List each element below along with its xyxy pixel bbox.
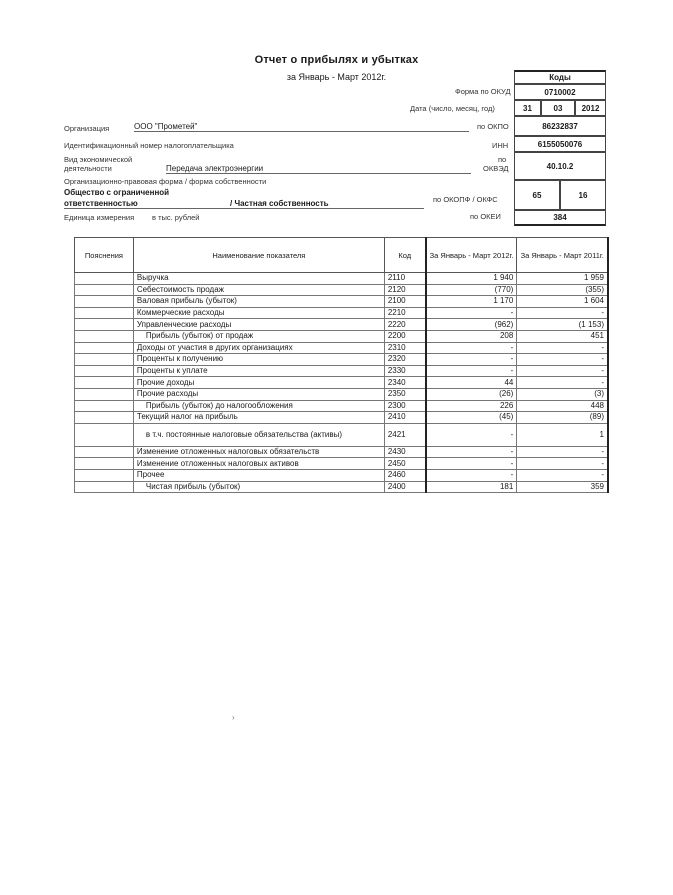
row-previous-value: 1 604 <box>517 296 608 308</box>
table-row <box>75 481 609 493</box>
row-explanation <box>75 296 134 308</box>
row-code: 2200 <box>384 330 425 342</box>
row-explanation <box>75 377 134 389</box>
row-current-value: 1 940 <box>426 273 517 285</box>
table-row <box>75 365 609 377</box>
inn-code: 6155050076 <box>514 136 606 152</box>
activity-label-2: деятельности <box>64 164 112 173</box>
row-previous-value: - <box>517 354 608 366</box>
row-name: Валовая прибыль (убыток) <box>133 296 384 308</box>
row-code: 2410 <box>384 412 425 424</box>
row-name: Проценты к уплате <box>133 365 384 377</box>
scan-mark: › <box>232 713 235 722</box>
row-explanation <box>75 354 134 366</box>
row-current-value: - <box>426 469 517 481</box>
row-explanation <box>75 469 134 481</box>
table-row <box>75 446 609 458</box>
row-previous-value: (355) <box>517 284 608 296</box>
row-code: 2421 <box>384 423 425 446</box>
row-code: 2310 <box>384 342 425 354</box>
row-explanation <box>75 342 134 354</box>
row-current-value: - <box>426 446 517 458</box>
table-row <box>75 330 609 342</box>
row-previous-value: - <box>517 469 608 481</box>
row-current-value: 226 <box>426 400 517 412</box>
table-row <box>75 400 609 412</box>
row-previous-value: 451 <box>517 330 608 342</box>
row-name: Текущий налог на прибыль <box>133 412 384 424</box>
okopf-label: по ОКОПФ / ОКФС <box>433 195 498 204</box>
okud-label: Форма по ОКУД <box>455 87 511 96</box>
okei-label: по ОКЕИ <box>470 212 501 221</box>
okud-code: 0710002 <box>514 84 606 100</box>
okved-code: 40.10.2 <box>514 152 606 180</box>
table-row <box>75 342 609 354</box>
row-code: 2300 <box>384 400 425 412</box>
row-code: 2220 <box>384 319 425 331</box>
row-name: Проценты к получению <box>133 354 384 366</box>
row-previous-value: 359 <box>517 481 608 493</box>
row-explanation <box>75 388 134 400</box>
date-day: 31 <box>514 100 541 116</box>
okved-label-2: ОКВЭД <box>483 164 509 173</box>
row-explanation <box>75 284 134 296</box>
okpo-code: 86232837 <box>514 116 606 136</box>
codes-heading: Коды <box>514 70 606 84</box>
row-current-value: - <box>426 458 517 470</box>
table-row <box>75 423 609 446</box>
inn-label-right: ИНН <box>492 141 509 150</box>
row-current-value: - <box>426 307 517 319</box>
row-previous-value: - <box>517 458 608 470</box>
org-label: Организация <box>64 124 110 133</box>
row-explanation <box>75 330 134 342</box>
inn-label: Идентификационный номер налогоплательщика <box>64 141 234 150</box>
row-previous-value: - <box>517 377 608 389</box>
okopf-code: 65 <box>514 180 560 210</box>
row-explanation <box>75 307 134 319</box>
row-current-value: (770) <box>426 284 517 296</box>
row-explanation <box>75 423 134 446</box>
row-code: 2100 <box>384 296 425 308</box>
row-current-value: - <box>426 365 517 377</box>
page-title: Отчет о прибылях и убытках <box>254 54 419 66</box>
row-explanation <box>75 273 134 285</box>
table-header-row <box>75 238 609 273</box>
row-current-value: (45) <box>426 412 517 424</box>
okved-label: по <box>498 155 507 164</box>
legal-form-value-2: ответственностью <box>64 199 424 209</box>
row-name: в т.ч. постоянные налоговые обязательства (активы) <box>133 423 384 446</box>
row-previous-value: - <box>517 307 608 319</box>
row-current-value: - <box>426 354 517 366</box>
date-month: 03 <box>541 100 575 116</box>
activity-label: Вид экономической <box>64 155 133 164</box>
row-code: 2110 <box>384 273 425 285</box>
table-row <box>75 284 609 296</box>
row-explanation <box>75 319 134 331</box>
row-name: Прочее <box>133 469 384 481</box>
header-name: Наименование показателя <box>133 238 384 273</box>
row-previous-value: - <box>517 342 608 354</box>
legal-form-value: Общество с ограниченной <box>64 188 170 197</box>
row-previous-value: (3) <box>517 388 608 400</box>
row-current-value: 1 170 <box>426 296 517 308</box>
row-code: 2210 <box>384 307 425 319</box>
row-explanation <box>75 365 134 377</box>
header-current: За Январь - Март 2012г. <box>426 238 517 273</box>
table-row <box>75 273 609 285</box>
header-code: Код <box>384 238 425 273</box>
report-period: за Январь - Март 2012г. <box>286 72 387 82</box>
row-current-value: 44 <box>426 377 517 389</box>
row-explanation <box>75 458 134 470</box>
legal-form-label: Организационно-правовая форма / форма собственности <box>64 177 267 186</box>
header-previous: За Январь - Март 2011г. <box>517 238 608 273</box>
row-current-value: (962) <box>426 319 517 331</box>
table-row <box>75 377 609 389</box>
okfs-code: 16 <box>560 180 606 210</box>
activity-value: Передача электроэнергии <box>166 164 471 174</box>
row-previous-value: 448 <box>517 400 608 412</box>
row-name: Доходы от участия в других организациях <box>133 342 384 354</box>
row-current-value: - <box>426 423 517 446</box>
okei-code: 384 <box>514 210 606 226</box>
row-previous-value: (89) <box>517 412 608 424</box>
row-code: 2120 <box>384 284 425 296</box>
ownership-value: / Частная собственность <box>230 199 329 208</box>
org-name: ООО "Прометей" <box>134 122 469 132</box>
row-name: Управленческие расходы <box>133 319 384 331</box>
row-name: Выручка <box>133 273 384 285</box>
table-row <box>75 458 609 470</box>
row-code: 2330 <box>384 365 425 377</box>
table-row <box>75 307 609 319</box>
row-name: Прочие доходы <box>133 377 384 389</box>
row-code: 2400 <box>384 481 425 493</box>
table-row <box>75 412 609 424</box>
row-previous-value: (1 153) <box>517 319 608 331</box>
row-previous-value: - <box>517 446 608 458</box>
row-name: Изменение отложенных налоговых активов <box>133 458 384 470</box>
row-explanation <box>75 400 134 412</box>
table-row <box>75 388 609 400</box>
row-code: 2450 <box>384 458 425 470</box>
row-name: Прочие расходы <box>133 388 384 400</box>
row-name: Прибыль (убыток) до налогообложения <box>133 400 384 412</box>
row-code: 2340 <box>384 377 425 389</box>
row-current-value: 181 <box>426 481 517 493</box>
row-previous-value: 1 <box>517 423 608 446</box>
table-row <box>75 319 609 331</box>
row-name: Изменение отложенных налоговых обязательств <box>133 446 384 458</box>
row-code: 2350 <box>384 388 425 400</box>
row-code: 2430 <box>384 446 425 458</box>
row-current-value: - <box>426 342 517 354</box>
row-name: Прибыль (убыток) от продаж <box>133 330 384 342</box>
row-name: Коммерческие расходы <box>133 307 384 319</box>
table-row <box>75 469 609 481</box>
okpo-label: по ОКПО <box>477 122 509 131</box>
unit-value: в тыс. рублей <box>152 213 200 222</box>
table-row <box>75 296 609 308</box>
date-year: 2012 <box>575 100 606 116</box>
row-previous-value: 1 959 <box>517 273 608 285</box>
unit-label: Единица измерения <box>64 213 135 222</box>
row-explanation <box>75 412 134 424</box>
row-current-value: 208 <box>426 330 517 342</box>
row-name: Чистая прибыль (убыток) <box>133 481 384 493</box>
row-previous-value: - <box>517 365 608 377</box>
row-code: 2320 <box>384 354 425 366</box>
row-name: Себестоимость продаж <box>133 284 384 296</box>
profit-loss-table <box>74 237 609 493</box>
table-row <box>75 354 609 366</box>
row-current-value: (26) <box>426 388 517 400</box>
date-label: Дата (число, месяц, год) <box>410 104 495 113</box>
row-explanation <box>75 446 134 458</box>
row-explanation <box>75 481 134 493</box>
row-code: 2460 <box>384 469 425 481</box>
header-explanations: Пояснения <box>75 238 134 273</box>
